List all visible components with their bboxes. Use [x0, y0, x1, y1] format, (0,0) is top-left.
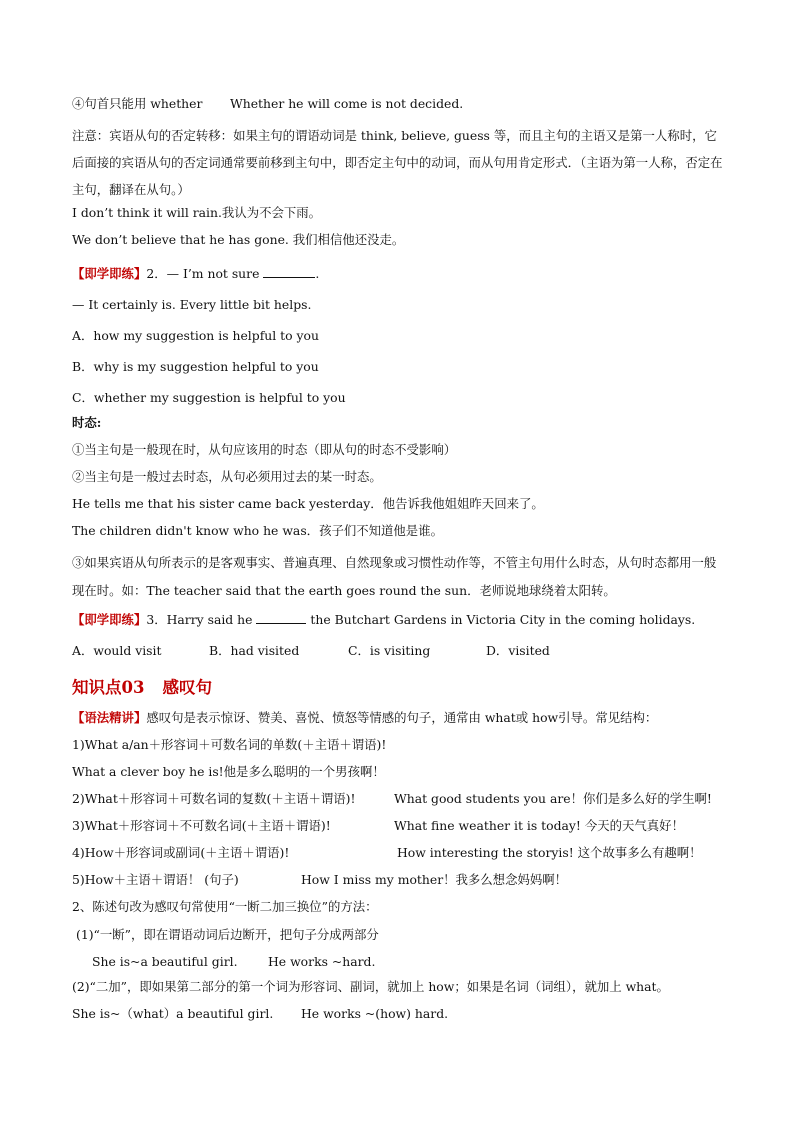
exercise-2-question	[72, 265, 728, 283]
tense-label: 时态:	[72, 415, 102, 430]
exercise-2-option-b: B．why is my suggestion helpful to you	[72, 359, 319, 374]
exercise-3-option-d: D．visited	[486, 643, 550, 658]
grammar-intro-text: 感叹句是表示惊讶、赞美、喜悦、愤怒等情感的句子，通常由 what或 how引导。常见结构：	[146, 710, 658, 725]
tense-example-2: The children didn't know who he was．孩子们不知道他是谁。	[72, 523, 443, 538]
exercise-2-stem: 2．— I’m not sure	[146, 266, 260, 281]
structure-5-line	[72, 871, 728, 889]
structure-2-line	[72, 790, 728, 808]
exercise-3-option-a: A．would visit	[72, 643, 162, 658]
answer-blank	[256, 611, 306, 624]
practice-tag: 【即学即练】	[72, 612, 147, 627]
whether-rule-line: ④句首只能用 whether Whether he will come is not decided.	[72, 96, 464, 111]
negation-transfer-note: 注意：宾语从句的否定转移：如果主句的谓语动词是 think, believe, guess 等，而且主句的主语又是第一人称时，它后面接的宾语从句的否定词通常要前移到主句中，即否定主句中的动词，而从句用肯定形式．（主语为第一人称，否定在主句，翻译在从句。）	[72, 128, 723, 197]
grammar-intro	[72, 709, 728, 727]
method-step-1-examples	[92, 953, 748, 971]
tense-rule-2: ②当主句是一般过去时态，从句必须用过去的某一时态。	[72, 469, 382, 484]
method-step-2-example-b: He works ~(how) hard.	[301, 1006, 449, 1021]
method-step-1-example-a: She is~a beautiful girl.	[92, 954, 238, 969]
exercise-3-question	[72, 611, 728, 629]
grammar-tag: 【语法精讲】	[72, 710, 147, 725]
structure-5: 5)How＋主语＋谓语！ (句子)	[72, 872, 239, 887]
section-title: 感叹句	[162, 678, 212, 697]
exercise-2-end: .	[315, 266, 320, 281]
practice-tag: 【即学即练】	[72, 266, 147, 281]
exercise-3-option-c: C．is visiting	[348, 643, 431, 658]
structure-1-example: What a clever boy he is!他是多么聪明的一个男孩啊！	[72, 764, 385, 779]
section-number: 知识点03	[72, 678, 145, 697]
exercise-3-rest: the Butchart Gardens in Victoria City in the coming holidays.	[310, 612, 696, 627]
method-step-2-example-a: She is~（what）a beautiful girl.	[72, 1006, 274, 1021]
structure-2-example: What good students you are！你们是多么好的学生啊!	[394, 791, 712, 806]
structure-2: 2)What＋形容词＋可数名词的复数(＋主语＋谓语)!	[72, 791, 356, 806]
exercise-2-option-c: C．whether my suggestion is helpful to you	[72, 390, 346, 405]
structure-5-example: How I miss my mother！我多么想念妈妈啊！	[301, 872, 568, 887]
tense-rule-1: ①当主句是一般现在时，从句应该用的时态（即从句的时态不受影响）	[72, 442, 457, 457]
structure-4: 4)How＋形容词或副词(＋主语＋谓语)!	[72, 845, 290, 860]
method-step-1-example-b: He works ~hard.	[268, 954, 376, 969]
exercise-2-reply: — It certainly is. Every little bit helps.	[72, 297, 312, 312]
method-step-2-examples	[72, 1005, 728, 1023]
method-heading: 2、陈述句改为感叹句常使用“一断二加三换位”的方法：	[72, 899, 378, 914]
method-step-2: (2)“二加”，即如果第二部分的第一个词为形容词、副词，就加上 how；如果是名词（词组），就加上 what。	[72, 979, 669, 994]
exercise-3-stem: 3．Harry said he	[146, 612, 253, 627]
exercise-3-option-b: B．had visited	[209, 643, 300, 658]
example-believe-gone: We don’t believe that he has gone. 我们相信他还没走。	[72, 232, 405, 247]
example-think-rain: I don’t think it will rain.我认为不会下雨。	[72, 205, 322, 220]
structure-3-example: What fine weather it is today! 今天的天气真好！	[394, 818, 684, 833]
structure-4-example: How interesting the storyis! 这个故事多么有趣啊！	[397, 845, 702, 860]
structure-3: 3)What＋形容词＋不可数名词(＋主语＋谓语)!	[72, 818, 331, 833]
structure-1: 1)What a/an＋形容词＋可数名词的单数(＋主语＋谓语)!	[72, 737, 387, 752]
method-step-1: (1)“一断”，即在谓语动词后边断开，把句子分成两部分	[76, 927, 379, 942]
tense-example-1: He tells me that his sister came back yesterday．他告诉我他姐姐昨天回来了。	[72, 496, 544, 511]
tense-rule-3: ③如果宾语从句所表示的是客观事实、普遍真理、自然现象或习惯性动作等，不管主句用什么时态，从句时态都用一般现在时。如：The teacher said that the earth goes round the sun．老师说地球绕着太阳转。	[72, 555, 717, 598]
exercise-2-option-a: A．how my suggestion is helpful to you	[72, 328, 319, 343]
structure-3-line	[72, 817, 728, 835]
section-heading	[72, 677, 728, 699]
structure-4-line	[72, 844, 728, 862]
answer-blank	[263, 265, 315, 278]
exercise-3-options	[72, 642, 728, 660]
